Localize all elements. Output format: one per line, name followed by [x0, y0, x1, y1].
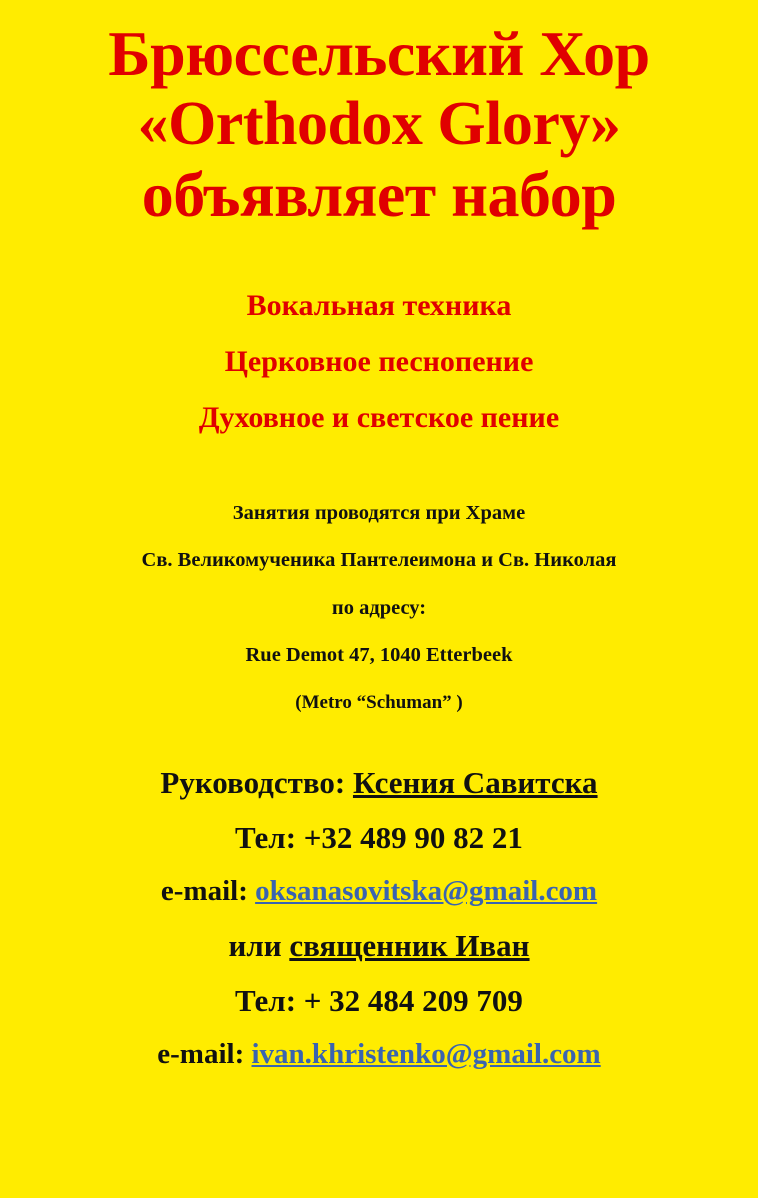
poster-headline	[18, 18, 740, 231]
email-label-leader: e-mail:	[160, 874, 256, 907]
venue-block	[18, 503, 740, 739]
venue-line-1: Занятия проводятся при Храме	[232, 501, 526, 524]
subject-item-1: Вокальная техника	[246, 288, 512, 322]
priest-email-link[interactable]: ivan.khristenko@gmail.com	[251, 1037, 601, 1070]
leader-label: Руководство:	[160, 764, 353, 800]
venue-metro: (Metro “Schuman” )	[295, 691, 463, 713]
contact-priest	[18, 927, 740, 963]
priest-name: священник Иван	[289, 927, 530, 963]
subject-item-3: Духовное и светское пение	[198, 400, 560, 434]
contacts-block	[18, 764, 740, 1093]
venue-line-2: Св. Великомученика Пантелеимона и Св. Николая	[141, 549, 617, 572]
or-label: или	[228, 927, 290, 963]
leader-email-link[interactable]: oksanasovitska@gmail.com	[255, 874, 598, 907]
headline-line-1: Брюссельский Хор	[108, 18, 650, 89]
headline-line-2: «Orthodox Glory»	[137, 89, 621, 158]
subjects-list	[18, 288, 740, 459]
leader-name: Ксения Савитска	[352, 764, 598, 800]
contact-leader	[18, 764, 740, 800]
venue-line-3: по адресу:	[331, 596, 427, 619]
email-label-priest: e-mail:	[157, 1037, 252, 1070]
headline-line-3: объявляет набор	[141, 159, 617, 231]
contact-priest-email	[18, 1037, 740, 1070]
priest-phone: Тел: + 32 484 209 709	[235, 982, 523, 1018]
contact-leader-email	[18, 874, 740, 907]
subject-item-2: Церковное песнопение	[224, 344, 534, 378]
venue-address: Rue Demot 47, 1040 Etterbeek	[245, 644, 513, 667]
leader-phone: Тел: +32 489 90 82 21	[235, 819, 523, 855]
